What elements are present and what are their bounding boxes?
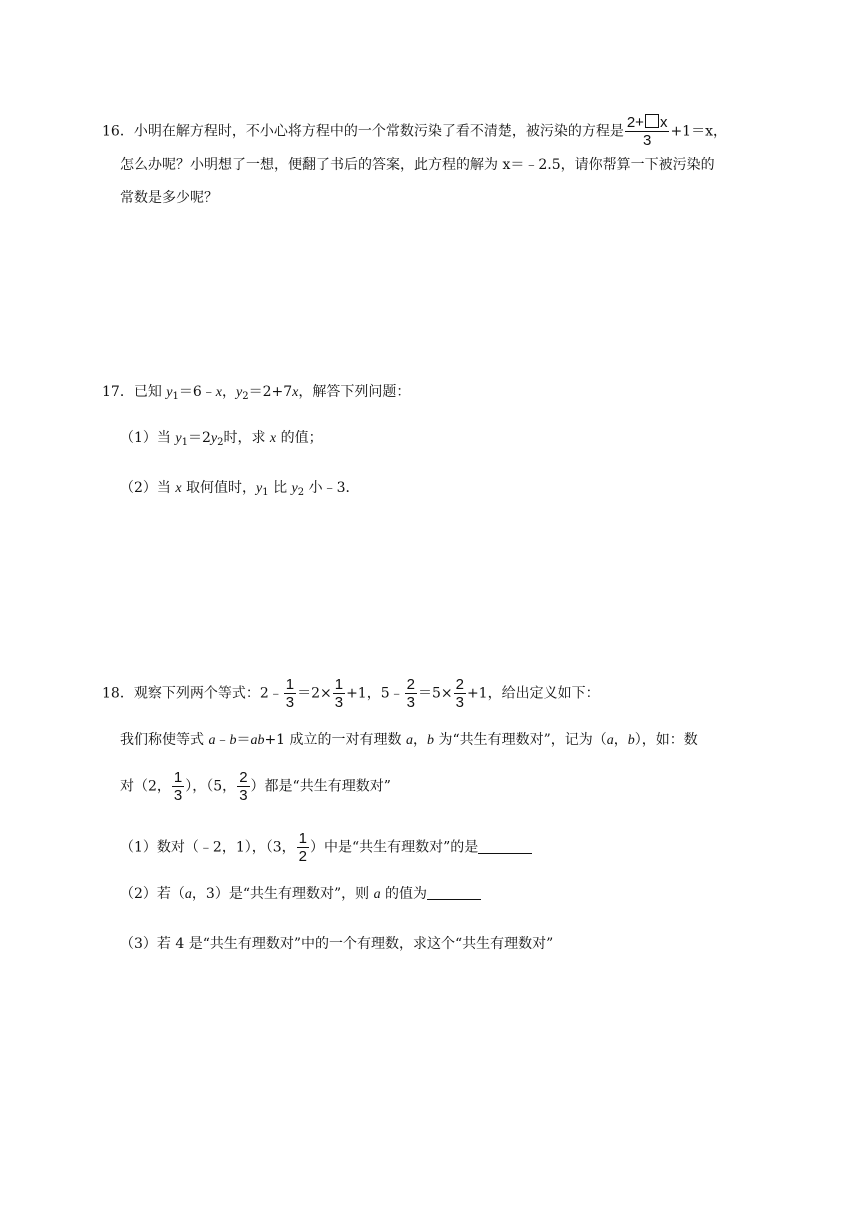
q17-p1-d: 的值； (276, 430, 323, 446)
q18-ex-a: 对（2， (120, 778, 171, 795)
fraction-1-2 (297, 830, 309, 865)
q18-example (120, 769, 391, 804)
frac-num: 2 (406, 676, 415, 693)
sub-2: 2 (242, 391, 249, 402)
frac-num: 1 (334, 676, 344, 693)
q18-number: 18． (102, 685, 134, 702)
var-y: y (236, 385, 243, 400)
sub-2: 2 (217, 437, 224, 448)
var-y: y (210, 431, 218, 446)
frac-den: 3 (173, 787, 183, 804)
q18-ex-c: ）都是“共生有理数对” (250, 778, 391, 795)
q18-p2-c: 的值为 (380, 886, 428, 902)
var-y: y (175, 431, 182, 446)
q16-after: +1＝x， (670, 123, 727, 140)
q16-frac-den: 3 (642, 132, 652, 149)
q18-p2-b: ，3）是“共生有理数对”，则 (191, 886, 374, 902)
sub-1: 1 (262, 487, 269, 498)
var-b: b (229, 733, 237, 748)
q18-def-f: 为“共生有理数对”，记为（ (434, 732, 607, 748)
var-b: b (627, 733, 635, 748)
q18-part3: （3）若 4 是“共生有理数对”中的一个有理数，求这个“共生有理数对” (120, 936, 554, 952)
q17-intro-d: ＝2+7 (248, 384, 293, 400)
fraction-2-3 (454, 676, 466, 711)
sub-1: 1 (181, 437, 188, 448)
q16-line3: 常数是多少呢？ (120, 190, 218, 206)
q17-p1-c: 时，求 (223, 430, 270, 446)
q18-p2-a: （2）若（ (120, 886, 185, 902)
fraction-1-3 (284, 676, 296, 711)
q18-part2 (120, 883, 481, 906)
q18-observe (102, 676, 600, 711)
q17-intro-e: ，解答下列问题： (298, 384, 411, 400)
q17-p1-b: ＝2 (187, 430, 211, 446)
frac-den: 3 (285, 694, 295, 711)
q18-def-h: ），如：数 (634, 732, 698, 748)
q17-p2-a: （2）当 (120, 480, 176, 496)
frac-num: 2 (239, 769, 248, 786)
var-a: a (184, 887, 192, 902)
var-ab: ab (250, 733, 265, 748)
frac-den: 3 (455, 694, 464, 711)
var-x: x (215, 385, 223, 400)
q18-part1 (120, 830, 532, 865)
q18-obs-d: ＝5× (417, 685, 453, 702)
q18-def-g: ， (613, 732, 628, 748)
frac-num: 1 (298, 830, 307, 847)
answer-blank-1[interactable] (478, 839, 532, 854)
frac-num: 1 (285, 676, 295, 693)
q17-intro (102, 381, 410, 404)
q18-obs-b: ＝2× (297, 685, 332, 702)
q16-text: 小明在解方程时，不小心将方程中的一个常数污染了看不清楚，被污染的方程是 (133, 123, 624, 140)
frac-num: 1 (173, 769, 183, 786)
var-a: a (373, 887, 381, 902)
frac-den: 3 (406, 694, 415, 711)
q16-number: 16． (102, 123, 134, 140)
var-x: x (292, 385, 299, 400)
q17-p2-b: 取何值时， (181, 480, 257, 496)
fraction-1-3 (333, 676, 345, 711)
var-y: y (166, 385, 173, 400)
q18-obs-e: +1，给出定义如下： (466, 685, 600, 702)
stain-box-icon (645, 114, 659, 128)
q17-intro-b: ＝6﹣ (178, 384, 216, 400)
q17-intro-c: ， (222, 384, 237, 400)
answer-blank-2[interactable] (427, 885, 481, 900)
q17-part1 (120, 427, 323, 450)
var-a: a (606, 733, 614, 748)
var-a: a (406, 733, 413, 748)
frac-num: 2 (455, 676, 464, 693)
fraction-1-3 (172, 769, 184, 804)
q16-frac-num-b: x (659, 114, 668, 131)
q16-frac-num-a: 2+ (626, 114, 644, 131)
q16-fraction (625, 114, 670, 149)
var-b: b (427, 733, 434, 748)
frac-den: 3 (334, 694, 344, 711)
q18-ex-b: ），（5， (185, 778, 237, 795)
q18-def-c: ＝ (236, 732, 251, 748)
q18-obs-c: +1，5﹣ (346, 685, 404, 702)
q18-def-a: 我们称使等式 (120, 732, 209, 748)
q18-def-b: ﹣ (215, 732, 230, 748)
frac-den: 3 (239, 787, 248, 804)
var-a: a (208, 733, 216, 748)
sub-2: 2 (297, 487, 305, 498)
var-x: x (175, 481, 182, 496)
q17-intro-a: 已知 (133, 384, 167, 400)
q17-p2-c: 比 (268, 480, 292, 496)
q18-obs-a: 观察下列两个等式：2﹣ (133, 685, 283, 702)
var-x: x (269, 431, 277, 446)
q17-number: 17． (102, 384, 134, 400)
var-y: y (291, 481, 298, 496)
fraction-2-3 (237, 769, 249, 804)
fraction-2-3 (405, 676, 417, 711)
q18-p1-b: ）中是“共生有理数对”的是 (309, 839, 479, 856)
frac-den: 2 (298, 848, 307, 865)
q17-part2 (120, 477, 359, 500)
q16-line2: 怎么办呢？小明想了一想，便翻了书后的答案，此方程的解为 x＝﹣2.5，请你帮算一下被污染的 (120, 157, 715, 173)
q18-p1-a: （1）数对（﹣2，1），（3， (120, 839, 296, 856)
q16-line1 (102, 114, 727, 149)
q18-def-d: +1 成立的一对有理数 (264, 732, 406, 748)
q17-p1-a: （1）当 (120, 430, 176, 446)
q18-definition (120, 729, 698, 752)
sub-1: 1 (172, 391, 179, 402)
q17-p2-d: 小﹣3． (304, 480, 360, 496)
var-y: y (256, 481, 263, 496)
q18-def-e: ， (413, 732, 427, 748)
